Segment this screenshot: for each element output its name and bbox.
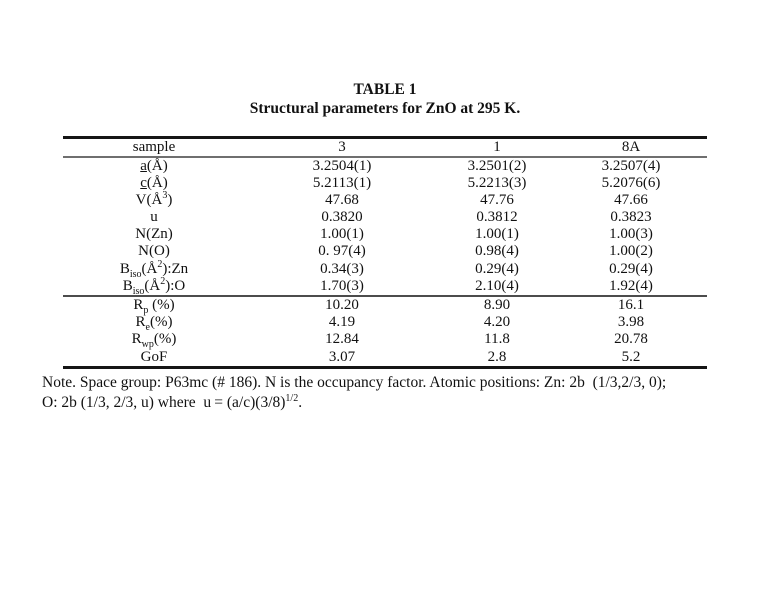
table-header-row [63, 139, 707, 156]
cell-value: 0.98(4) [475, 243, 519, 260]
cell-value: 1.92(4) [609, 277, 653, 294]
cell-value: 1.00(3) [609, 226, 653, 243]
table-row [63, 349, 707, 366]
cell-value: 3.2507(4) [601, 157, 661, 174]
header-cell: sample [132, 139, 176, 155]
cell-value: 3.07 [328, 348, 356, 365]
row-label: $B_{iso}(Å^2):O$ [122, 275, 186, 297]
cell-value: 47.76 [480, 191, 514, 208]
row-label: a(Å) [140, 157, 168, 174]
table-row [63, 314, 707, 334]
header-cell: 1 [493, 139, 501, 155]
table-row [63, 189, 707, 209]
row-label: N(O) [138, 243, 170, 260]
cell-value: 10.20 [325, 297, 359, 313]
row-label: $R_{wp}(\%)$ [131, 331, 177, 351]
row-label: $B_{iso}(Å^2):Zn$ [119, 258, 189, 280]
header-cell: 8A [621, 139, 641, 155]
row-label: $R_p$ (%) [133, 297, 175, 316]
cell-value: 0.34(3) [320, 260, 364, 277]
cell-value: 5.2076(6) [601, 174, 661, 191]
table-row [63, 209, 707, 226]
table-row [63, 297, 707, 314]
cell-value: 11.8 [484, 331, 510, 348]
row-label: GoF [140, 348, 168, 365]
table-row [63, 331, 707, 351]
table-title: TABLE 1 [353, 81, 417, 98]
table-caption [0, 80, 770, 118]
cell-value: 0.3820 [321, 209, 363, 226]
cell-value: 0. 97(4) [318, 243, 366, 260]
cell-value: 1.00(1) [475, 226, 519, 243]
cell-value: 47.68 [325, 191, 359, 208]
row-label: N(Zn) [135, 226, 173, 243]
cell-value: 0.29(4) [475, 260, 519, 277]
cell-value: 1.00(2) [609, 243, 653, 260]
cell-value: 16.1 [617, 297, 645, 313]
row-label: c(Å) [140, 174, 168, 191]
row-label: u [150, 209, 158, 226]
header-cell: 3 [338, 139, 346, 155]
cell-value: 5.2 [621, 348, 641, 365]
table-body-structural [63, 158, 707, 298]
table-note: Note. Space group: P63mc (# 186). N is the occupancy factor. Atomic positions: Zn: 2b (1/3,2/3, 0); O: 2b (1/3, 2/3, u) where $u = (a/c)(3/8)^{1/2}$. [42, 374, 667, 411]
cell-value: 20.78 [614, 331, 648, 348]
table-row [63, 275, 707, 297]
table-row [63, 226, 707, 243]
cell-value: 0.29(4) [609, 260, 653, 277]
cell-value: 2.10(4) [475, 277, 519, 294]
table-body-fit-statistics [63, 297, 707, 366]
table-row [63, 158, 707, 175]
cell-value: 5.2213(3) [467, 174, 527, 191]
cell-value: 2.8 [487, 348, 507, 365]
table-header [63, 139, 707, 158]
cell-value: 3.2501(2) [467, 157, 527, 174]
cell-value: 1.70(3) [320, 277, 364, 294]
cell-value: 3.98 [617, 314, 645, 331]
structural-parameters-table [63, 136, 707, 369]
cell-value: 0.3823 [610, 209, 652, 226]
cell-value: 5.2113(1) [312, 174, 372, 191]
cell-value: 47.66 [614, 191, 648, 208]
cell-value: 4.20 [483, 314, 511, 331]
row-label: $V(Å^3)$ [135, 189, 173, 208]
cell-value: 3.2504(1) [312, 157, 372, 174]
cell-value: 8.90 [483, 297, 511, 313]
cell-value: 12.84 [325, 331, 359, 348]
cell-value: 0.3812 [476, 209, 518, 226]
cell-value: 1.00(1) [320, 226, 364, 243]
table-row [63, 175, 707, 192]
cell-value: 4.19 [328, 314, 356, 331]
row-label: $R_e(\%)$ [135, 314, 173, 334]
table-subtitle: Structural parameters for ZnO at 295 K. [249, 100, 521, 117]
